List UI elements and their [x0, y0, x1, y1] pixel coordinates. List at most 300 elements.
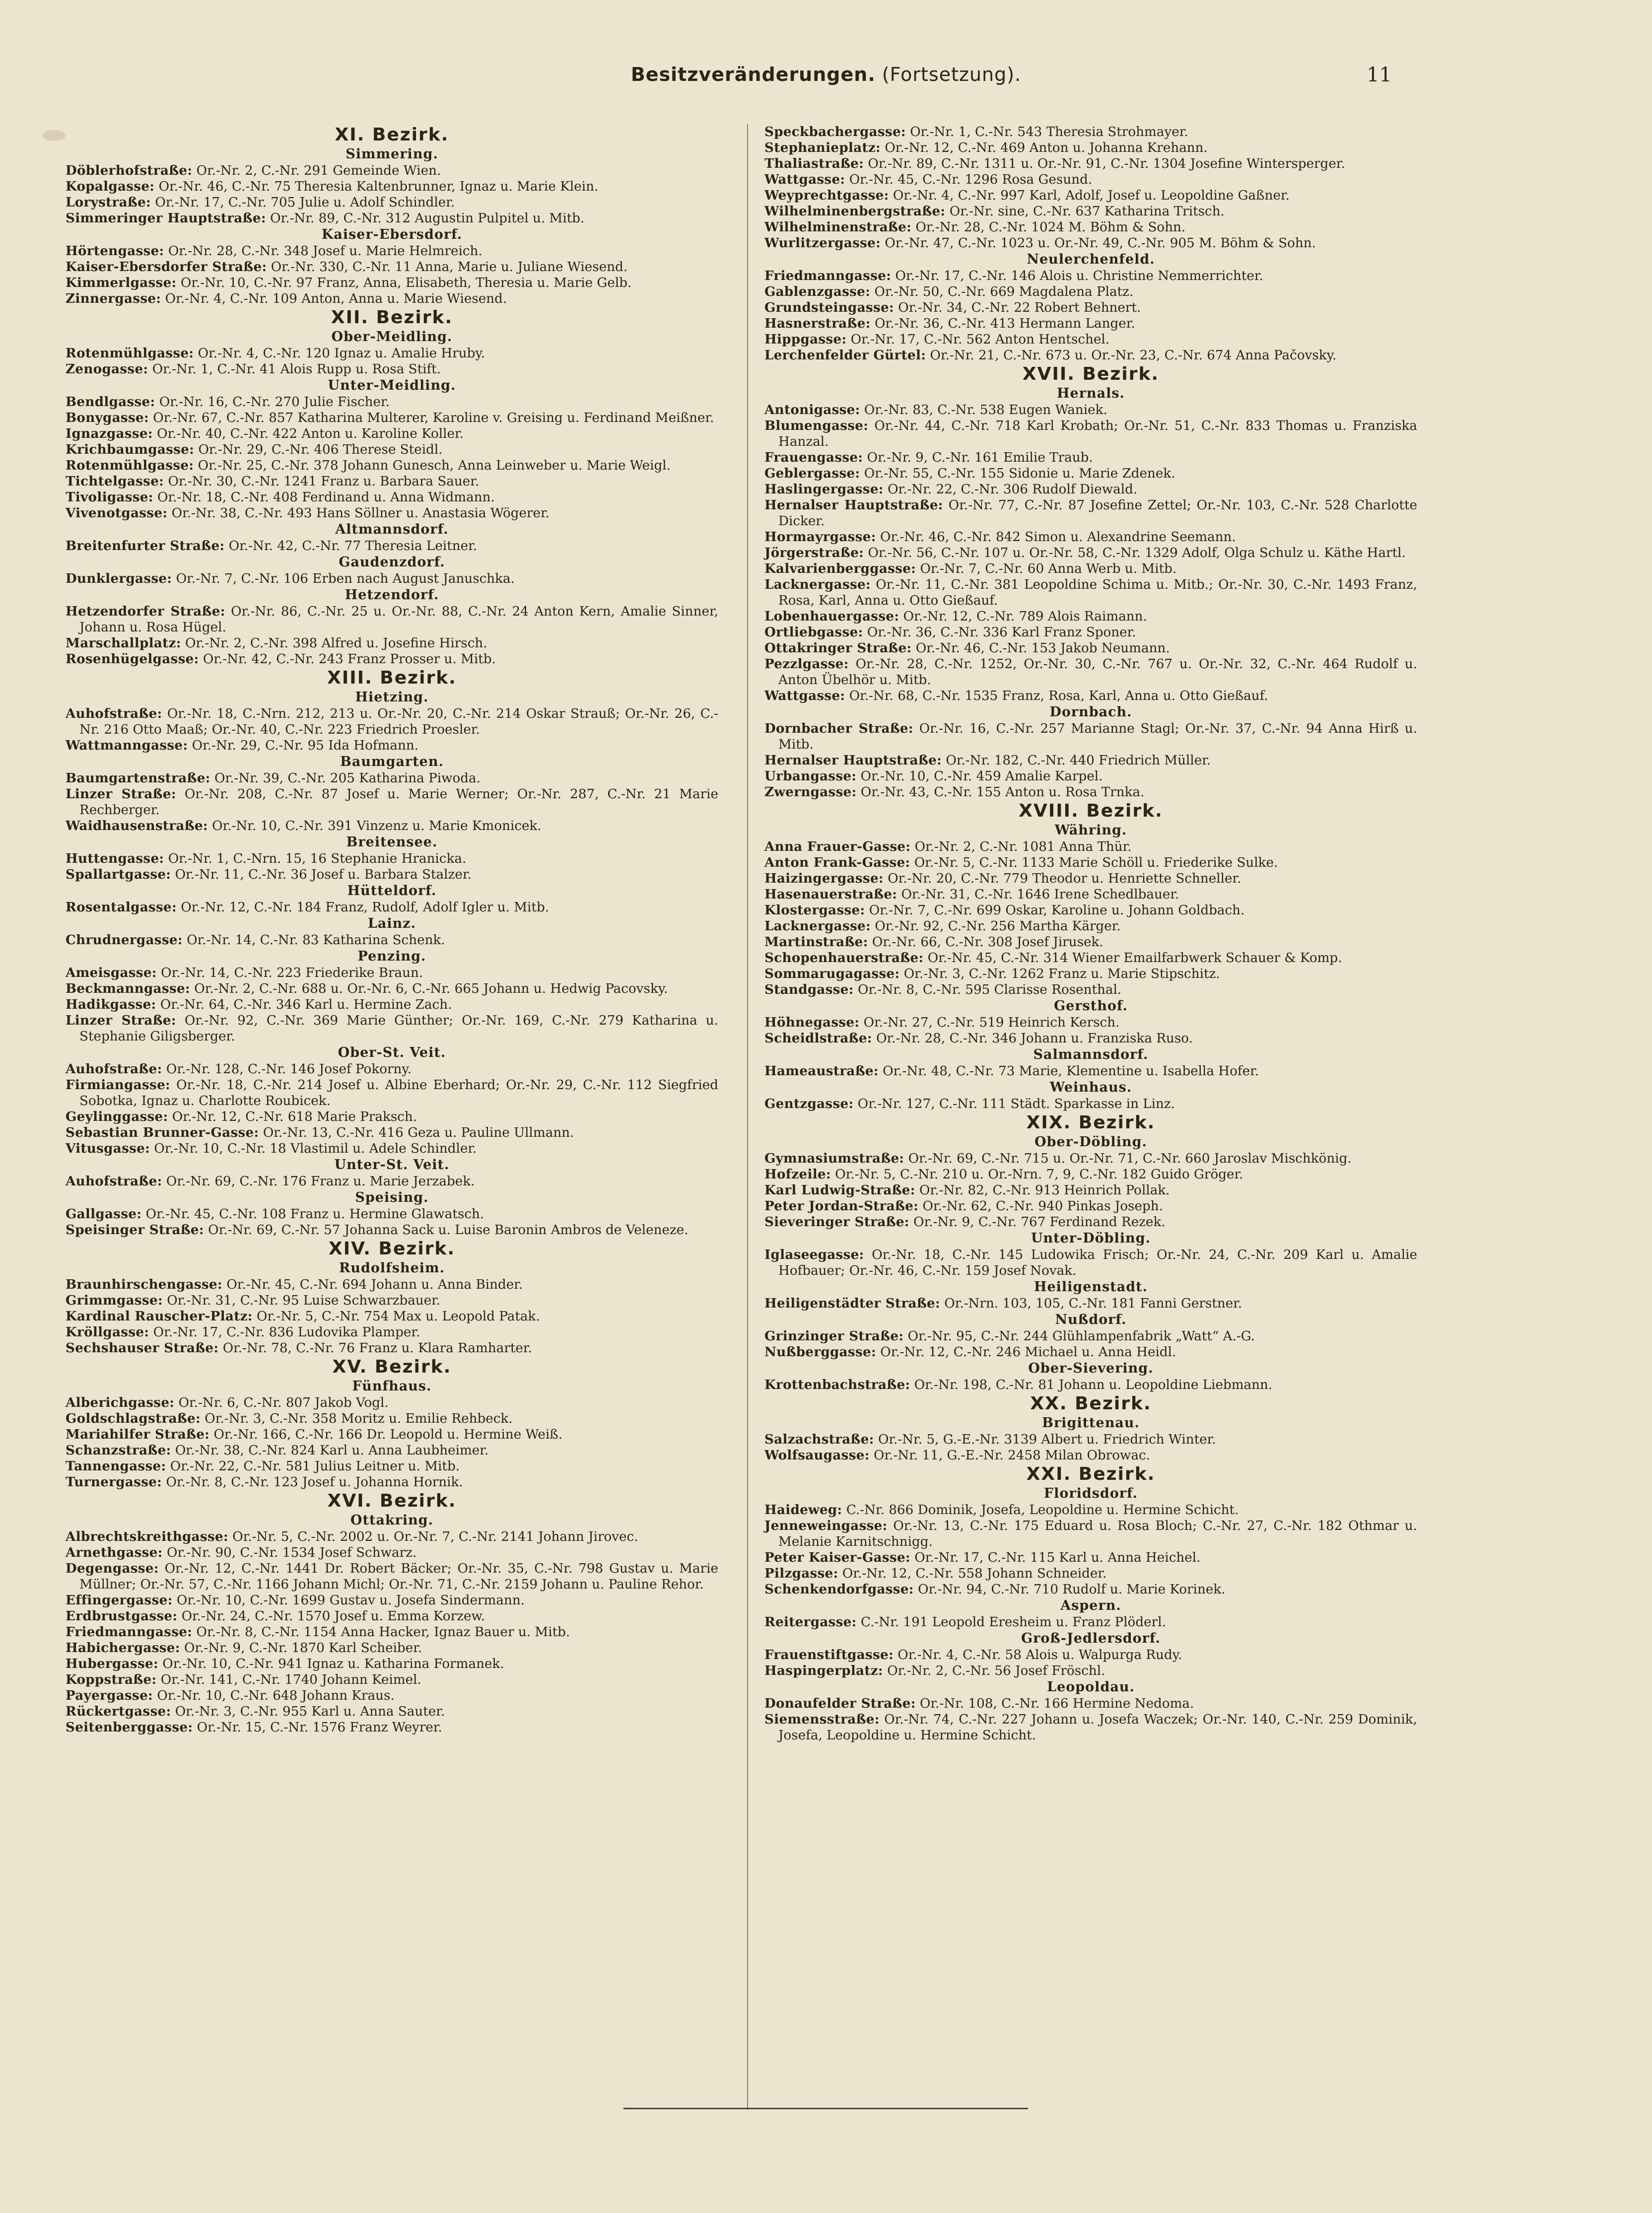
street-name: Lobenhauergasse:: [764, 609, 899, 624]
street-name: Zwerngasse:: [764, 784, 857, 800]
entry-text: Or.-Nr. 10, C.-Nr. 97 Franz, Anna, Elisabeth, Theresia u. Marie Gelb.: [176, 276, 632, 290]
entry-text: Or.-Nr. 10, C.-Nr. 941 Ignaz u. Katharina Formanek.: [158, 1657, 504, 1671]
register-entry: [66, 458, 718, 474]
street-name: Waidhausenstraße:: [66, 818, 208, 833]
entry-text: Or.-Nr. 12, C.-Nr. 558 Johann Schneider.: [838, 1566, 1107, 1581]
entry-text: Or.-Nr. 3, C.-Nr. 955 Karl u. Anna Sauter.: [171, 1704, 445, 1719]
street-name: Linzer Straße:: [66, 1013, 176, 1028]
register-entry: [764, 545, 1417, 561]
district-heading: XX. Bezirk.: [1030, 1393, 1152, 1414]
entry-text: Or.-Nr. 2, C.-Nr. 1081 Anna Thür.: [910, 839, 1132, 854]
street-name: Lerchenfelder Gürtel:: [764, 347, 926, 363]
entry-text: Or.-Nr. 330, C.-Nr. 11 Anna, Marie u. Juliane Wiesend.: [267, 260, 628, 275]
register-entry: [764, 966, 1417, 982]
register-entry: [66, 1688, 718, 1704]
street-name: Grimmgasse:: [66, 1293, 163, 1308]
entry-text: Or.-Nr. 14, C.-Nr. 83 Katharina Schenk.: [182, 933, 445, 948]
entry-text: Or.-Nr. 3, C.-Nr. 358 Moritz u. Emilie Rehbeck.: [200, 1411, 513, 1426]
locality-heading: Unter-St. Veit.: [334, 1157, 450, 1173]
register-entry: [66, 275, 718, 291]
register-entry: [764, 918, 1417, 934]
street-name: Speckbachergasse:: [764, 124, 906, 139]
register-entry: [66, 1077, 718, 1109]
register-entry: [66, 770, 718, 786]
street-name: Sieveringer Straße:: [764, 1214, 909, 1230]
street-name: Geblergasse:: [764, 466, 860, 481]
street-name: Karl Ludwig-Straße:: [764, 1182, 915, 1198]
register-entry: [66, 1324, 718, 1340]
register-entry: [764, 1096, 1417, 1112]
street-name: Firmiangasse:: [66, 1077, 170, 1093]
locality-heading: Kaiser-Ebersdorf.: [321, 227, 463, 242]
register-entry: [764, 784, 1417, 800]
street-name: Blumengasse:: [764, 418, 869, 433]
street-name: Auhofstraße:: [66, 706, 162, 721]
entry-text: Or.-Nr. 46, C.-Nr. 75 Theresia Kaltenbrunner, Ignaz u. Marie Klein.: [154, 179, 599, 194]
street-name: Hadikgasse:: [66, 997, 156, 1012]
street-name: Chrudnergasse:: [66, 932, 183, 948]
register-entry: [764, 609, 1417, 624]
locality-heading: Baumgarten.: [340, 754, 444, 769]
entry-text: Or.-Nr. 45, C.-Nr. 108 Franz u. Hermine Glawatsch.: [141, 1207, 484, 1222]
locality-heading: Unter-Meidling.: [328, 378, 456, 393]
street-name: Döblerhofstraße:: [66, 163, 193, 178]
register-entry: [764, 887, 1417, 902]
street-name: Seitenberggasse:: [66, 1720, 193, 1735]
street-name: Iglaseegasse:: [764, 1247, 864, 1262]
register-entry: [66, 932, 718, 948]
street-name: Antonigasse:: [764, 402, 860, 417]
street-name: Hörtengasse:: [66, 243, 164, 259]
street-name: Rotenmühlgasse:: [66, 346, 194, 361]
entry-text: Or.-Nr. 2, C.-Nr. 56 Josef Fröschl.: [883, 1663, 1105, 1678]
street-name: Schenkendorfgasse:: [764, 1582, 914, 1597]
street-name: Friedmanngasse:: [764, 268, 892, 283]
entry-text: Or.-Nr. 42, C.-Nr. 77 Theresia Leitner.: [224, 539, 478, 553]
register-entry: [764, 450, 1417, 466]
entry-text: Or.-Nr. 18, C.-Nrn. 212, 213 u. Or.-Nr. 20, C.-Nr. 214 Oskar Strauß; Or.-Nr. 26, C.-Nr. 216 Otto Maaß; Or.-Nr. 40, C.-Nr. 223 Friedrich Proesler.: [79, 706, 718, 737]
street-name: Schanzstraße:: [66, 1443, 171, 1458]
entry-text: Or.-Nr. 34, C.-Nr. 22 Robert Behnert.: [894, 300, 1141, 315]
running-title: [0, 64, 1652, 85]
locality-heading: Altmannsdorf.: [335, 522, 449, 537]
street-name: Schopenhauerstraße:: [764, 950, 924, 966]
street-name: Zenogasse:: [66, 361, 148, 377]
locality-heading: Aspern.: [1060, 1598, 1121, 1613]
street-name: Zinnergasse:: [66, 291, 161, 306]
register-entry: [66, 394, 718, 410]
street-name: Haizingergasse:: [764, 871, 884, 886]
entry-text: Or.-Nr. 28, C.-Nr. 346 Johann u. Franziska Ruso.: [872, 1031, 1193, 1046]
locality-heading: Groß-Jedlersdorf.: [1021, 1631, 1161, 1646]
street-name: Gablenzgasse:: [764, 284, 871, 299]
entry-text: Or.-Nr. 198, C.-Nr. 81 Johann u. Leopoldine Liebmann.: [910, 1378, 1273, 1392]
street-name: Turnergasse:: [66, 1474, 162, 1490]
street-name: Dornbacher Straße:: [764, 721, 913, 736]
street-name: Stephanieplatz:: [764, 140, 881, 155]
register-entry: [66, 604, 718, 635]
register-entry: [764, 1647, 1417, 1663]
entry-text: Or.-Nr. 28, C.-Nr. 348 Josef u. Marie Helmreich.: [164, 244, 482, 259]
street-name: Krottenbachstraße:: [764, 1377, 910, 1392]
street-name: Hubergasse:: [66, 1656, 158, 1671]
locality-heading: Salmannsdorf.: [1033, 1047, 1149, 1062]
entry-text: Or.-Nr. 1, C.-Nrn. 15, 16 Stephanie Hranicka.: [164, 851, 467, 866]
entry-text: Or.-Nr. 48, C.-Nr. 73 Marie, Klementine u. Isabella Hofer.: [878, 1064, 1259, 1079]
register-entry: [66, 1309, 718, 1324]
street-name: Salzachstraße:: [764, 1432, 874, 1447]
register-entry: [66, 1656, 718, 1672]
register-entry: [66, 1427, 718, 1443]
register-entry: [764, 855, 1417, 871]
street-name: Peter Jordan-Straße:: [764, 1198, 919, 1214]
column-divider: [747, 124, 748, 2110]
entry-text: Or.-Nr. 9, C.-Nr. 767 Ferdinand Rezek.: [909, 1215, 1166, 1230]
street-name: Kopalgasse:: [66, 179, 155, 194]
register-entry: [66, 179, 718, 195]
entry-text: Or.-Nr. 22, C.-Nr. 581 Julius Leitner u. Mitb.: [166, 1459, 460, 1474]
entry-text: Or.-Nr. 10, C.-Nr. 391 Vinzenz u. Marie Kmonicek.: [207, 819, 542, 833]
entry-text: Or.-Nr. 16, C.-Nr. 270 Julie Fischer.: [155, 395, 390, 410]
locality-heading: Leopoldau.: [1047, 1679, 1135, 1695]
register-entry: [66, 1125, 718, 1141]
register-entry: [764, 1182, 1417, 1198]
street-name: Bonygasse:: [66, 410, 149, 425]
street-name: Donaufelder Straße:: [764, 1696, 916, 1711]
district-heading: XII. Bezirk.: [331, 307, 453, 328]
register-entry: [764, 1377, 1417, 1393]
entry-text: Or.-Nr. 69, C.-Nr. 715 u. Or.-Nr. 71, C.-Nr. 660 Jaroslav Mischkönig.: [904, 1151, 1352, 1166]
entry-text: Or.-Nr. 90, C.-Nr. 1534 Josef Schwarz.: [162, 1545, 417, 1560]
entry-text: Or.-Nr. 8, C.-Nr. 595 Clarisse Rosenthal.: [853, 982, 1122, 997]
entry-text: Or.-Nr. 95, C.-Nr. 244 Glühlampenfabrik „Watt“ A.-G.: [903, 1329, 1255, 1344]
entry-text: Or.-Nr. 17, C.-Nr. 115 Karl u. Anna Heichel.: [910, 1550, 1201, 1565]
register-entry: [66, 442, 718, 458]
district-heading: XVII. Bezirk.: [1022, 364, 1160, 384]
register-entry: [764, 934, 1417, 950]
entry-text: Or.-Nr. 66, C.-Nr. 308 Josef Jirusek.: [868, 935, 1103, 950]
bottom-rule: [623, 2108, 1028, 2109]
street-name: Weyprechtgasse:: [764, 188, 889, 203]
street-name: Hernalser Hauptstraße:: [764, 497, 943, 513]
register-entry: [66, 899, 718, 915]
street-name: Breitenfurter Straße:: [66, 538, 225, 553]
entry-text: Or.-Nr. 55, C.-Nr. 155 Sidonie u. Marie Zdenek.: [860, 466, 1175, 481]
register-entry: [764, 316, 1417, 332]
register-entry: [764, 124, 1417, 140]
locality-heading: Simmering.: [345, 146, 438, 162]
district-heading: XIX. Bezirk.: [1026, 1112, 1156, 1133]
register-entry: [764, 1448, 1417, 1463]
entry-text: Or.-Nr. 29, C.-Nr. 406 Therese Steidl.: [194, 442, 443, 457]
entry-text: Or.-Nr. 27, C.-Nr. 519 Heinrich Kersch.: [859, 1015, 1120, 1030]
locality-heading: Fünfhaus.: [352, 1379, 432, 1394]
locality-heading: Breitensee.: [346, 834, 438, 850]
register-entry: [764, 466, 1417, 482]
street-name: Wolfsaugasse:: [764, 1448, 870, 1463]
street-name: Scheidlstraße:: [764, 1031, 872, 1046]
register-entry: [764, 1582, 1417, 1597]
entry-text: Or.-Nr. 17, C.-Nr. 562 Anton Hentschel.: [846, 332, 1110, 347]
register-entry: [764, 753, 1417, 768]
locality-heading: Unter-Döbling.: [1031, 1231, 1151, 1246]
entry-text: Or.-Nr. 18, C.-Nr. 408 Ferdinand u. Anna Widmann.: [153, 490, 495, 505]
entry-text: Or.-Nr. 30, C.-Nr. 1241 Franz u. Barbara Sauer.: [164, 474, 480, 489]
register-entry: [66, 1672, 718, 1688]
entry-text: Or.-Nr. 12, C.-Nr. 184 Franz, Rudolf, Adolf Igler u. Mitb.: [176, 900, 550, 915]
register-entry: [66, 291, 718, 307]
entry-text: Or.-Nr. 40, C.-Nr. 422 Anton u. Karoline Koller.: [152, 426, 464, 441]
entry-text: Or.-Nr. 94, C.-Nr. 710 Rudolf u. Marie Korinek.: [913, 1582, 1226, 1597]
entry-text: Or.-Nr. 10, C.-Nr. 18 Vlastimil u. Adele Schindler.: [150, 1141, 477, 1156]
register-entry: [66, 981, 718, 997]
register-entry: [66, 571, 718, 587]
street-name: Klostergasse:: [764, 902, 865, 918]
street-name: Höhnegasse:: [764, 1015, 860, 1030]
entry-text: Or.-Nr. 92, C.-Nr. 369 Marie Günther; Or.-Nr. 169, C.-Nr. 279 Katharina u. Stephanie Giligsberger.: [79, 1013, 718, 1044]
entry-text: Or.-Nr. 5, C.-Nr. 2002 u. Or.-Nr. 7, C.-Nr. 2141 Johann Jirovec.: [228, 1529, 638, 1544]
street-name: Tichtelgasse:: [66, 474, 164, 489]
entry-text: Or.-Nr. 18, C.-Nr. 145 Ludowika Frisch; Or.-Nr. 24, C.-Nr. 209 Karl u. Amalie Hofbauer; Or.-Nr. 46, C.-Nr. 159 Josef Novak.: [778, 1247, 1417, 1278]
entry-text: Or.-Nr. 12, C.-Nr. 618 Marie Praksch.: [168, 1109, 417, 1124]
register-entry: [764, 577, 1417, 609]
register-entry: [764, 1063, 1417, 1079]
register-entry: [66, 474, 718, 489]
street-name: Hofzeile:: [764, 1167, 831, 1182]
street-name: Wattmanngasse:: [66, 738, 188, 753]
street-name: Nußberggasse:: [764, 1344, 876, 1360]
street-name: Albrechtskreithgasse:: [66, 1529, 228, 1544]
entry-text: Or.-Nr. 39, C.-Nr. 205 Katharina Piwoda.: [210, 771, 481, 786]
register-entry: [66, 1206, 718, 1222]
street-name: Ortliebgasse:: [764, 624, 863, 640]
register-entry: [66, 1474, 718, 1490]
street-name: Wilhelminenbergstraße:: [764, 204, 946, 219]
register-entry: [66, 1624, 718, 1640]
register-entry: [66, 1529, 718, 1545]
entry-text: Or.-Nr. 128, C.-Nr. 146 Josef Pokorny.: [162, 1062, 412, 1077]
entry-text: Or.-Nr. 4, C.-Nr. 120 Ignaz u. Amalie Hruby.: [194, 346, 485, 361]
locality-heading: Heiligenstadt.: [1033, 1279, 1148, 1295]
register-entry: [66, 346, 718, 361]
entry-text: C.-Nr. 191 Leopold Eresheim u. Franz Plöderl.: [856, 1615, 1166, 1630]
street-name: Haideweg:: [764, 1502, 842, 1518]
register-entry: [66, 706, 718, 738]
entry-text: Or.-Nr. 2, C.-Nr. 688 u. Or.-Nr. 6, C.-Nr. 665 Johann u. Hedwig Pacovsky.: [190, 981, 668, 996]
entry-text: Or.-Nr. 56, C.-Nr. 107 u. Or.-Nr. 58, C.-Nr. 1329 Adolf, Olga Schulz u. Käthe Hartl.: [864, 546, 1406, 560]
entry-text: Or.-Nr. 31, C.-Nr. 95 Luise Schwarzbauer.: [162, 1293, 441, 1308]
locality-heading: Penzing.: [357, 949, 426, 964]
street-name: Thaliastraße:: [764, 156, 864, 171]
locality-heading: Hütteldorf.: [347, 883, 437, 899]
street-name: Rosenhügelgasse:: [66, 651, 199, 667]
district-heading: XIV. Bezirk.: [328, 1239, 456, 1259]
entry-text: Or.-Nr. 12, C.-Nr. 1441 Dr. Robert Bäcker; Or.-Nr. 35, C.-Nr. 798 Gustav u. Marie Müllner; Or.-Nr. 57, C.-Nr. 1166 Johann Michl; Or.-Nr. 71, C.-Nr. 2159 Johann u. Pauline Rehor.: [79, 1561, 718, 1592]
entry-text: Or.-Nr. 89, C.-Nr. 312 Augustin Pulpitel u. Mitb.: [266, 211, 585, 226]
entry-text: Or.-Nr. 5, C.-Nr. 754 Max u. Leopold Patak.: [252, 1309, 540, 1324]
register-entry: [66, 1109, 718, 1125]
entry-text: Or.-Nr. 45, C.-Nr. 1296 Rosa Gesund.: [845, 172, 1093, 187]
entry-text: Or.-Nr. 46, C.-Nr. 153 Jakob Neumann.: [911, 641, 1170, 656]
entry-text: Or.-Nr. 6, C.-Nr. 807 Jakob Vogl.: [174, 1395, 389, 1410]
register-entry: [764, 656, 1417, 688]
street-name: Wurlitzergasse:: [764, 235, 881, 251]
register-entry: [764, 172, 1417, 188]
street-name: Goldschlagstraße:: [66, 1411, 201, 1426]
register-entry: [66, 635, 718, 651]
street-name: Habichergasse:: [66, 1640, 180, 1656]
street-name: Lorystraße:: [66, 195, 151, 210]
register-entry: [764, 156, 1417, 172]
register-entry: [764, 235, 1417, 251]
street-name: Ameisgasse:: [66, 965, 157, 980]
register-entry: [66, 867, 718, 883]
entry-text: Or.-Nr. 4, C.-Nr. 997 Karl, Adolf, Josef u. Leopoldine Gaßner.: [889, 188, 1290, 203]
street-name: Gentzgasse:: [764, 1096, 854, 1111]
register-entry: [764, 950, 1417, 966]
street-name: Tivoligasse:: [66, 489, 153, 505]
entry-text: Or.-Nr. sine, C.-Nr. 637 Katharina Tritsch.: [945, 204, 1225, 219]
entry-text: Or.-Nr. 18, C.-Nr. 214 Josef u. Albine Eberhard; Or.-Nr. 29, C.-Nr. 112 Siegfried Sobotka, Ignaz u. Charlotte Roubicek.: [79, 1078, 718, 1108]
entry-text: Or.-Nr. 11, C.-Nr. 381 Leopoldine Schima u. Mitb.; Or.-Nr. 30, C.-Nr. 1493 Franz, Rosa, Karl, Anna u. Otto Gießauf.: [778, 577, 1417, 608]
register-entry: [66, 1443, 718, 1458]
register-entry: [764, 640, 1417, 656]
entry-text: Or.-Nr. 108, C.-Nr. 166 Hermine Nedoma.: [915, 1696, 1194, 1711]
register-entry: [764, 1663, 1417, 1679]
register-entry: [764, 402, 1417, 418]
register-entry: [764, 418, 1417, 450]
entry-text: Or.-Nr. 29, C.-Nr. 95 Ida Hofmann.: [188, 738, 419, 753]
locality-heading: Hietzing.: [355, 690, 429, 705]
register-entry: [764, 1015, 1417, 1031]
entry-text: Or.-Nr. 9, C.-Nr. 1870 Karl Scheiber.: [180, 1641, 422, 1656]
register-entry: [66, 1277, 718, 1293]
entry-text: Or.-Nrn. 103, 105, C.-Nr. 181 Fanni Gerstner.: [940, 1296, 1242, 1311]
street-name: Braunhirschengasse:: [66, 1277, 222, 1292]
entry-text: Or.-Nr. 45, C.-Nr. 314 Wiener Emailfarbwerk Schauer & Komp.: [923, 951, 1342, 966]
locality-heading: Ober-Döbling.: [1034, 1134, 1147, 1150]
entry-text: Or.-Nr. 28, C.-Nr. 1252, Or.-Nr. 30, C.-Nr. 767 u. Or.-Nr. 32, C.-Nr. 464 Rudolf u. Anton Übelhör u. Mitb.: [778, 657, 1417, 688]
register-entry: [66, 410, 718, 426]
register-entry: [66, 1704, 718, 1720]
register-entry: [764, 1566, 1417, 1582]
entry-text: Or.-Nr. 78, C.-Nr. 76 Franz u. Klara Ramharter.: [218, 1341, 532, 1356]
entry-text: Or.-Nr. 69, C.-Nr. 57 Johanna Sack u. Luise Baronin Ambros de Veleneze.: [204, 1223, 688, 1238]
entry-text: Or.-Nr. 22, C.-Nr. 306 Rudolf Diewald.: [883, 482, 1138, 497]
street-name: Linzer Straße:: [66, 786, 176, 802]
locality-heading: Hernals.: [1057, 386, 1125, 401]
locality-heading: Lainz.: [367, 916, 416, 931]
street-name: Baumgartenstraße:: [66, 770, 210, 786]
entry-text: Or.-Nr. 89, C.-Nr. 1311 u. Or.-Nr. 91, C.-Nr. 1304 Josefine Wintersperger.: [864, 156, 1345, 171]
register-entry: [66, 851, 718, 867]
locality-heading: Währing.: [1054, 823, 1127, 838]
register-entry: [66, 1458, 718, 1474]
register-entry: [66, 195, 718, 210]
street-name: Kaiser-Ebersdorfer Straße:: [66, 259, 267, 275]
street-name: Mariahilfer Straße:: [66, 1427, 210, 1442]
street-name: Kimmerlgasse:: [66, 275, 177, 290]
street-name: Spallartgasse:: [66, 867, 171, 882]
register-entry: [66, 1395, 718, 1411]
locality-heading: Neulerchenfeld.: [1027, 252, 1155, 267]
locality-heading: Gaudenzdorf.: [339, 554, 445, 570]
entry-text: Or.-Nr. 15, C.-Nr. 1576 Franz Weyrer.: [193, 1720, 442, 1735]
street-name: Anna Frauer-Gasse:: [764, 839, 911, 854]
street-name: Speisinger Straße:: [66, 1222, 204, 1238]
register-entry: [764, 688, 1417, 704]
entry-text: Or.-Nr. 44, C.-Nr. 718 Karl Krobath; Or.-Nr. 51, C.-Nr. 833 Thomas u. Franziska Hanzal.: [778, 418, 1417, 449]
register-entry: [764, 300, 1417, 316]
street-name: Grinzinger Straße:: [764, 1328, 904, 1344]
entry-text: Or.-Nr. 83, C.-Nr. 538 Eugen Waniek.: [860, 403, 1107, 417]
street-name: Hetzendorfer Straße:: [66, 604, 225, 619]
register-entry: [66, 426, 718, 442]
street-name: Siemensstraße:: [764, 1712, 880, 1727]
street-name: Hasenauerstraße:: [764, 887, 897, 902]
entry-text: Or.-Nr. 2, C.-Nr. 291 Gemeinde Wien.: [192, 163, 441, 178]
register-entry: [66, 259, 718, 275]
entry-text: Or.-Nr. 12, C.-Nr. 246 Michael u. Anna Heidl.: [876, 1345, 1176, 1360]
register-entry: [66, 1340, 718, 1356]
entry-text: Or.-Nr. 8, C.-Nr. 123 Josef u. Johanna Hornik.: [162, 1475, 463, 1490]
street-name: Heiligenstädter Straße:: [764, 1296, 940, 1311]
entry-text: Or.-Nr. 208, C.-Nr. 87 Josef u. Marie Werner; Or.-Nr. 287, C.-Nr. 21 Marie Rechberger.: [79, 787, 719, 818]
street-name: Lacknergasse:: [764, 918, 871, 934]
locality-heading: Gersthof.: [1054, 998, 1128, 1014]
entry-text: Or.-Nr. 7, C.-Nr. 60 Anna Werb u. Mitb.: [916, 561, 1177, 576]
locality-heading: Hetzendorf.: [344, 587, 439, 603]
entry-text: Or.-Nr. 45, C.-Nr. 694 Johann u. Anna Binder.: [222, 1277, 523, 1292]
register-entry: [764, 902, 1417, 918]
street-name: Haspingerplatz:: [764, 1663, 883, 1678]
register-entry: [764, 1696, 1417, 1712]
entry-text: Or.-Nr. 38, C.-Nr. 824 Karl u. Anna Laubheimer.: [171, 1443, 489, 1458]
entry-text: Or.-Nr. 10, C.-Nr. 459 Amalie Karpel.: [856, 769, 1103, 784]
page-number: 11: [1367, 64, 1392, 86]
street-name: Frauenstiftgasse:: [764, 1647, 894, 1662]
register-entry: [764, 1247, 1417, 1279]
street-name: Peter Kaiser-Gasse:: [764, 1550, 910, 1565]
register-entry: [66, 1720, 718, 1735]
entry-text: Or.-Nr. 10, C.-Nr. 1699 Gustav u. Josefa Sindermann.: [172, 1593, 525, 1608]
register-entry: [66, 1013, 718, 1044]
entry-text: Or.-Nr. 12, C.-Nr. 789 Alois Raimann.: [899, 609, 1147, 624]
register-entry: [764, 332, 1417, 347]
register-entry: [764, 561, 1417, 577]
street-name: Sechshauser Straße:: [66, 1340, 219, 1356]
street-name: Wattgasse:: [764, 688, 845, 703]
register-entry: [66, 738, 718, 754]
entry-text: Or.-Nr. 5, C.-Nr. 210 u. Or.-Nrn. 7, 9, C.-Nr. 182 Guido Gröger.: [830, 1167, 1243, 1182]
street-name: Friedmanngasse:: [66, 1624, 193, 1640]
street-name: Urbangasse:: [764, 768, 857, 784]
street-name: Bendlgasse:: [66, 394, 155, 410]
register-entry: [66, 965, 718, 981]
register-entry: [764, 982, 1417, 998]
entry-text: Or.-Nr. 9, C.-Nr. 161 Emilie Traub.: [863, 450, 1093, 465]
entry-text: C.-Nr. 866 Dominik, Josefa, Leopoldine u. Hermine Schicht.: [842, 1503, 1239, 1518]
street-name: Jenneweingasse:: [764, 1518, 888, 1533]
entry-text: Or.-Nr. 42, C.-Nr. 243 Franz Prosser u. Mitb.: [199, 652, 496, 667]
register-entry: [764, 188, 1417, 204]
street-name: Auhofstraße:: [66, 1061, 162, 1077]
entry-text: Or.-Nr. 86, C.-Nr. 25 u. Or.-Nr. 88, C.-Nr. 24 Anton Kern, Amalie Sinner, Johann u. Rosa Hügel.: [79, 604, 718, 635]
register-entry: [66, 1222, 718, 1238]
register-entry: [764, 1167, 1417, 1182]
street-name: Reitergasse:: [764, 1614, 857, 1630]
register-entry: [66, 1592, 718, 1608]
